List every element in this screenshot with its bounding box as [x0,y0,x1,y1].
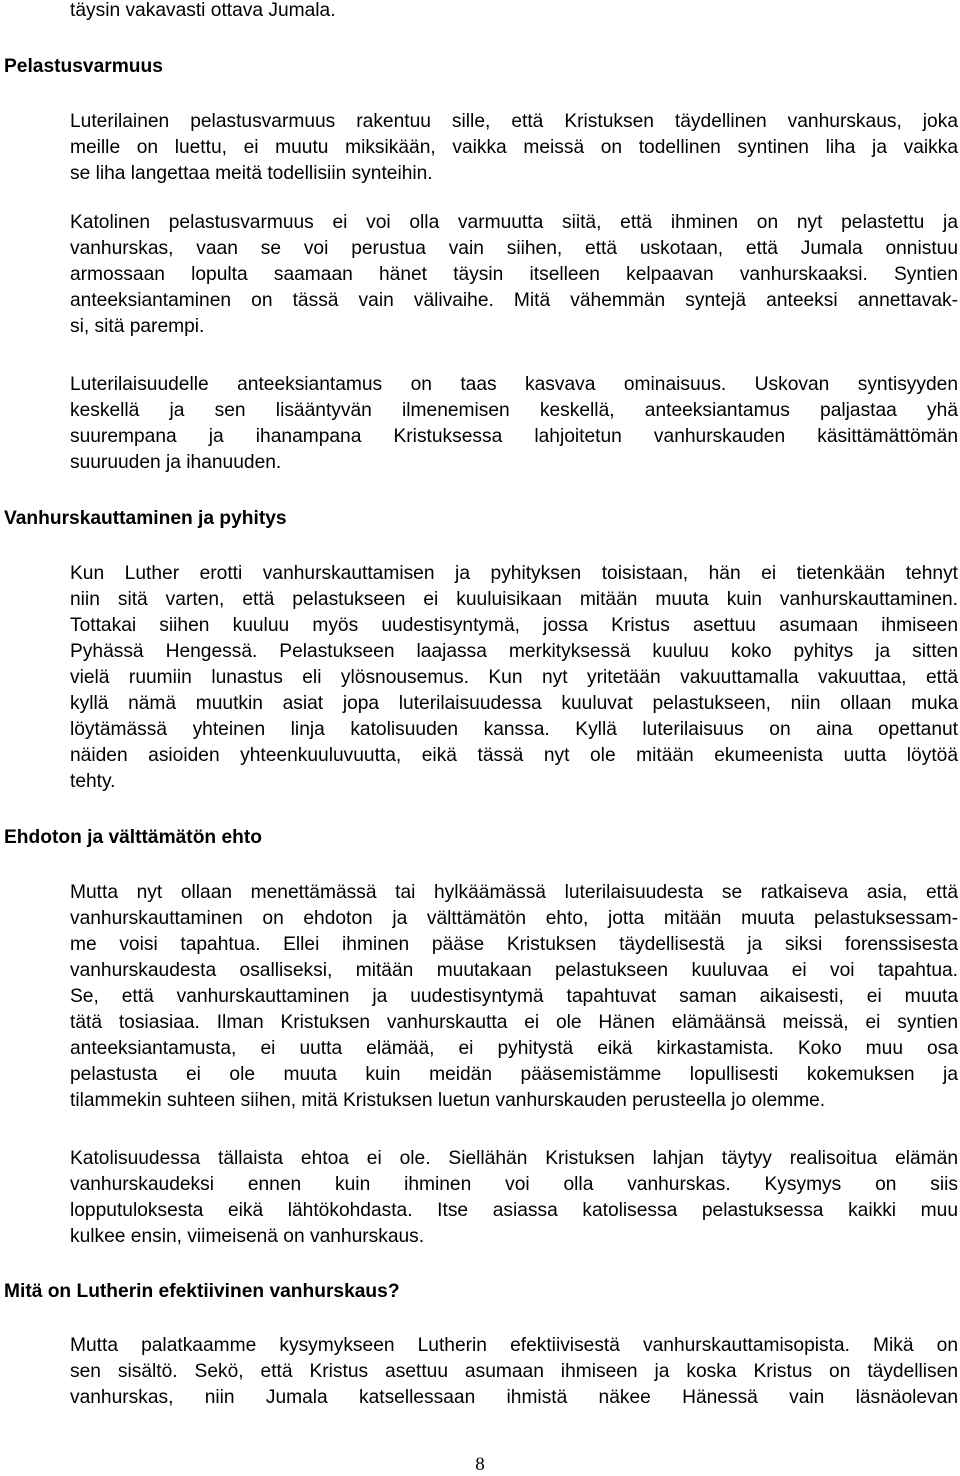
text-line: si, sitä parempi. [70,316,205,337]
text-line: kyllä nämä muutkin asiat jopa luterilaisuudessa kuuluvat pelastukseen, niin ollaan muka [70,693,958,714]
text-line: tehty. [70,771,116,792]
text-line: näiden asioiden yhteenkuuluvuutta, eikä tässä nyt ole mitään ekumeenista uutta löytöä [70,745,958,766]
text-line: Mutta palatkaamme kysymykseen Lutherin efektiivisestä vanhurskauttamisopista. Mikä on [70,1335,958,1356]
text-line: Luterilaisuudelle anteeksiantamus on taas kasvava ominaisuus. Uskovan syntisyyden [70,374,958,395]
text-line: vanhurskas, vaan se voi perustua vain siihen, että uskotaan, että Jumala onnistuu [70,238,958,259]
text-line: vanhurskas, niin Jumala katsellessaan ihmistä näkee Hänessä vain läsnäolevan [70,1387,958,1408]
text-line: Luterilainen pelastusvarmuus rakentuu sille, että Kristuksen täydellinen vanhurskaus, joka [70,111,958,132]
text-line: niin sitä varten, että pelastukseen ei kuuluisikaan mitään muuta kuin vanhurskauttaminen. [70,589,958,610]
text-line: armossaan lopulta saamaan hänet täysin itselleen kelpaavan vanhurskaaksi. Syntien [70,264,958,285]
section-heading: Ehdoton ja välttämätön ehto [4,827,262,848]
text-line: sen sisältö. Sekö, että Kristus asettuu asumaan ihmiseen ja koska Kristus on täydellisen [70,1361,958,1382]
text-line: vanhurskaudeksi ennen kuin ihminen voi olla vanhurskas. Kysymys on siis [70,1174,958,1195]
text-line: me voisi tapahtua. Ellei ihminen pääse Kristuksen täydellisestä ja siksi forenssisesta [70,934,958,955]
text-line: Pyhässä Hengessä. Pelastukseen laajassa merkityksessä kuuluu koko pyhitys ja sitten [70,641,958,662]
section-heading: Mitä on Lutherin efektiivinen vanhurskaus? [4,1281,400,1302]
text-line: Kun Luther erotti vanhurskauttamisen ja pyhityksen toisistaan, hän ei tietenkään tehnyt [70,563,958,584]
text-line: meille on luettu, ei muutu miksikään, vaikka meissä on todellinen syntinen liha ja vaikka [70,137,958,158]
text-line: pelastusta ei ole muuta kuin meidän pääsemistämme lopullisesti kokemuksen ja [70,1064,958,1085]
text-line: kulkee ensin, viimeisenä on vanhurskaus. [70,1226,425,1247]
text-line: anteeksiantaminen on tässä vain välivaihe. Mitä vähemmän syntejä anteeksi annettavak- [70,290,958,311]
text-line: suuruuden ja ihanuuden. [70,452,282,473]
text-line: Tottakai siihen kuuluu myös uudestisyntymä, jossa Kristus asettuu asumaan ihmiseen [70,615,958,636]
text-line: Katolisuudessa tällaista ehtoa ei ole. Siellähän Kristuksen lahjan täytyy realisoitua elämän [70,1148,958,1169]
text-line: vielä ruumiin lunastus eli ylösnousemus. Kun nyt yritetään vakuuttamalla vakuuttaa, että [70,667,958,688]
text-line: lopputuloksesta eikä lähtökohdasta. Itse asiassa katolisessa pelastuksessa kaikki muu [70,1200,958,1221]
text-line: löytämässä yhteinen linja katolisuuden kanssa. Kyllä luterilaisuus on aina opettanut [70,719,958,740]
section-heading: Vanhurskauttaminen ja pyhitys [4,508,287,529]
text-line: tilammekin suhteen siihen, mitä Kristuksen luetun vanhurskauden perusteella jo olemme. [70,1090,826,1111]
text-line: vanhurskaudesta osalliseksi, mitään muutakaan pelastukseen kuuluvaa ei voi tapahtua. [70,960,958,981]
text-line: Mutta nyt ollaan menettämässä tai hylkäämässä luterilaisuudesta se ratkaiseva asia, että [70,882,958,903]
text-line: vanhurskauttaminen on ehdoton ja välttämätön ehto, jotta mitään muuta pelastuksessam- [70,908,958,929]
section-heading: Pelastusvarmuus [4,56,163,77]
text-line: Se, että vanhurskauttaminen ja uudestisyntymä tapahtuvat saman aikaisesti, ei muuta [70,986,958,1007]
paragraph-continuation-line: täysin vakavasti ottava Jumala. [70,0,336,21]
text-line: tätä tosiasiaa. Ilman Kristuksen vanhurskautta ei ole Hänen elämäänsä meissä, ei syntien [70,1012,958,1033]
text-line: Katolinen pelastusvarmuus ei voi olla varmuutta siitä, että ihminen on nyt pelastettu ja [70,212,958,233]
text-line: anteeksiantamusta, ei uutta elämää, ei pyhitystä eikä kirkastamista. Koko muu osa [70,1038,958,1059]
text-line: suurempana ja ihanampana Kristuksessa lahjoitetun vanhurskauden käsittämättömän [70,426,958,447]
page-number: 8 [475,1454,485,1475]
text-line: keskellä ja sen lisääntyvän ilmenemisen keskellä, anteeksiantamus paljastaa yhä [70,400,958,421]
text-line: se liha langettaa meitä todellisiin synteihin. [70,163,433,184]
